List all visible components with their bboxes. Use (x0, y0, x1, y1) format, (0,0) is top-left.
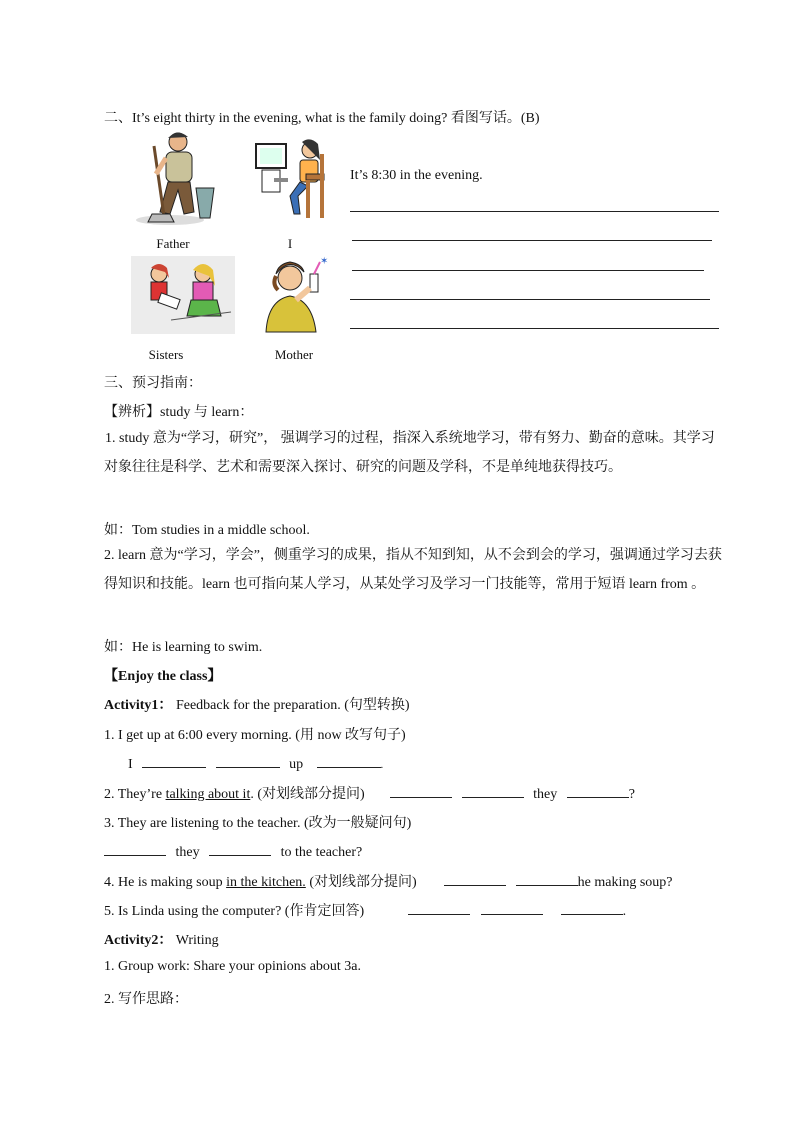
q5-blank-1[interactable] (408, 901, 470, 915)
q4-text-end: he making soup? (577, 875, 673, 890)
answer-line-4[interactable] (350, 299, 710, 300)
writing-intro: It’s 8:30 in the evening. (350, 168, 483, 183)
q4-text-pre: 4. He is making soup (104, 875, 227, 890)
study-example: 如：Tom studies in a middle school. (104, 523, 310, 538)
question-4 (104, 871, 673, 891)
activity1-line (104, 694, 410, 714)
answer-line-2[interactable] (352, 240, 712, 241)
question-3: 3. They are listening to the teacher. (改为一般疑问句) (104, 816, 412, 831)
writing-step-1: 1. Group work: Share your opinions about 3a. (104, 959, 362, 974)
answer-line-1[interactable] (350, 211, 719, 212)
q1-word-up: up (289, 757, 304, 772)
writing-step-2: 2. 写作思路： (104, 992, 188, 1007)
question-3-answer (104, 842, 362, 861)
q5-period: . (622, 904, 627, 919)
q4-underlined: in the kitchen. (226, 875, 306, 890)
q4-text-post: (对划线部分提问) (305, 875, 417, 890)
q5-blank-2[interactable] (481, 901, 543, 915)
q4-blank-2[interactable] (516, 872, 578, 886)
q2-blank-1[interactable] (390, 784, 452, 798)
q2-text-post: . (对划线部分提问) (250, 787, 365, 802)
q4-blank-1[interactable] (444, 872, 506, 886)
father-mopping-image (130, 128, 220, 226)
q2-word-they: they (533, 787, 558, 802)
section2-heading: 二、It’s eight thirty in the evening, what is the family doing? 看图写话。(B) (104, 111, 540, 126)
bianxi-heading: 【辨析】study 与 learn： (104, 405, 254, 420)
question-5 (104, 900, 626, 920)
question-1: 1. I get up at 6:00 every morning. (用 now 改写句子) (104, 728, 406, 743)
child-computer-image (252, 134, 328, 224)
study-paragraph: 1. study 意为“学习，研究”， 强调学习的过程，指深入系统地学习，带有努力、勤奋的意味。其学习对象往往是科学、艺术和需要深入探讨、研究的问题及学科，不是单纯地获得技巧。 (104, 431, 715, 475)
q2-blank-3[interactable] (567, 784, 629, 798)
caption-i: I (287, 236, 293, 251)
q2-text-pre: 2. They’re (104, 787, 166, 802)
q2-question-mark: ? (628, 787, 635, 802)
question-1-answer: I up . (128, 754, 383, 773)
activity1-text: Feedback for the preparation. (句型转换) (175, 698, 410, 713)
activity2-label: Activity2： (104, 933, 173, 948)
q1-blank-1[interactable] (142, 754, 206, 768)
activity1-label: Activity1： (104, 698, 173, 713)
caption-father: Father (156, 236, 190, 251)
q5-text: 5. Is Linda using the computer? (作肯定回答) (104, 904, 365, 919)
enjoy-title: 【Enjoy the class】 (104, 669, 222, 684)
learn-example: 如：He is learning to swim. (104, 640, 263, 655)
q1-blank-2[interactable] (216, 754, 280, 768)
activity2-text: Writing (175, 933, 219, 948)
answer-line-3[interactable] (352, 270, 704, 271)
q3-blank-1[interactable] (104, 842, 166, 856)
q3-word-they: they (175, 845, 200, 860)
q1-blank-3[interactable] (317, 754, 381, 768)
q5-blank-3[interactable] (561, 901, 623, 915)
q2-blank-2[interactable] (462, 784, 524, 798)
q1-word-i: I (128, 757, 133, 772)
q3-text-end: to the teacher? (280, 845, 363, 860)
sisters-image (131, 256, 235, 334)
mother-drinking-image (256, 254, 332, 334)
caption-mother: Mother (274, 347, 314, 362)
q2-underlined: talking about it (165, 787, 251, 802)
q3-blank-2[interactable] (209, 842, 271, 856)
activity2-line (104, 929, 219, 949)
section3-heading: 三、预习指南： (104, 376, 202, 391)
learn-paragraph: 2. learn 意为“学习，学会”，侧重学习的成果，指从不知到知，从不会到会的学习，强调通过学习去获得知识和技能。learn 也可指向某人学习，从某处学习及学习一门技能等，常用于短语 learn from 。 (104, 548, 722, 592)
question-2 (104, 783, 635, 803)
caption-sisters: Sisters (148, 347, 184, 362)
answer-line-5[interactable] (350, 328, 719, 329)
svg-text:✶: ✶ (320, 256, 329, 267)
